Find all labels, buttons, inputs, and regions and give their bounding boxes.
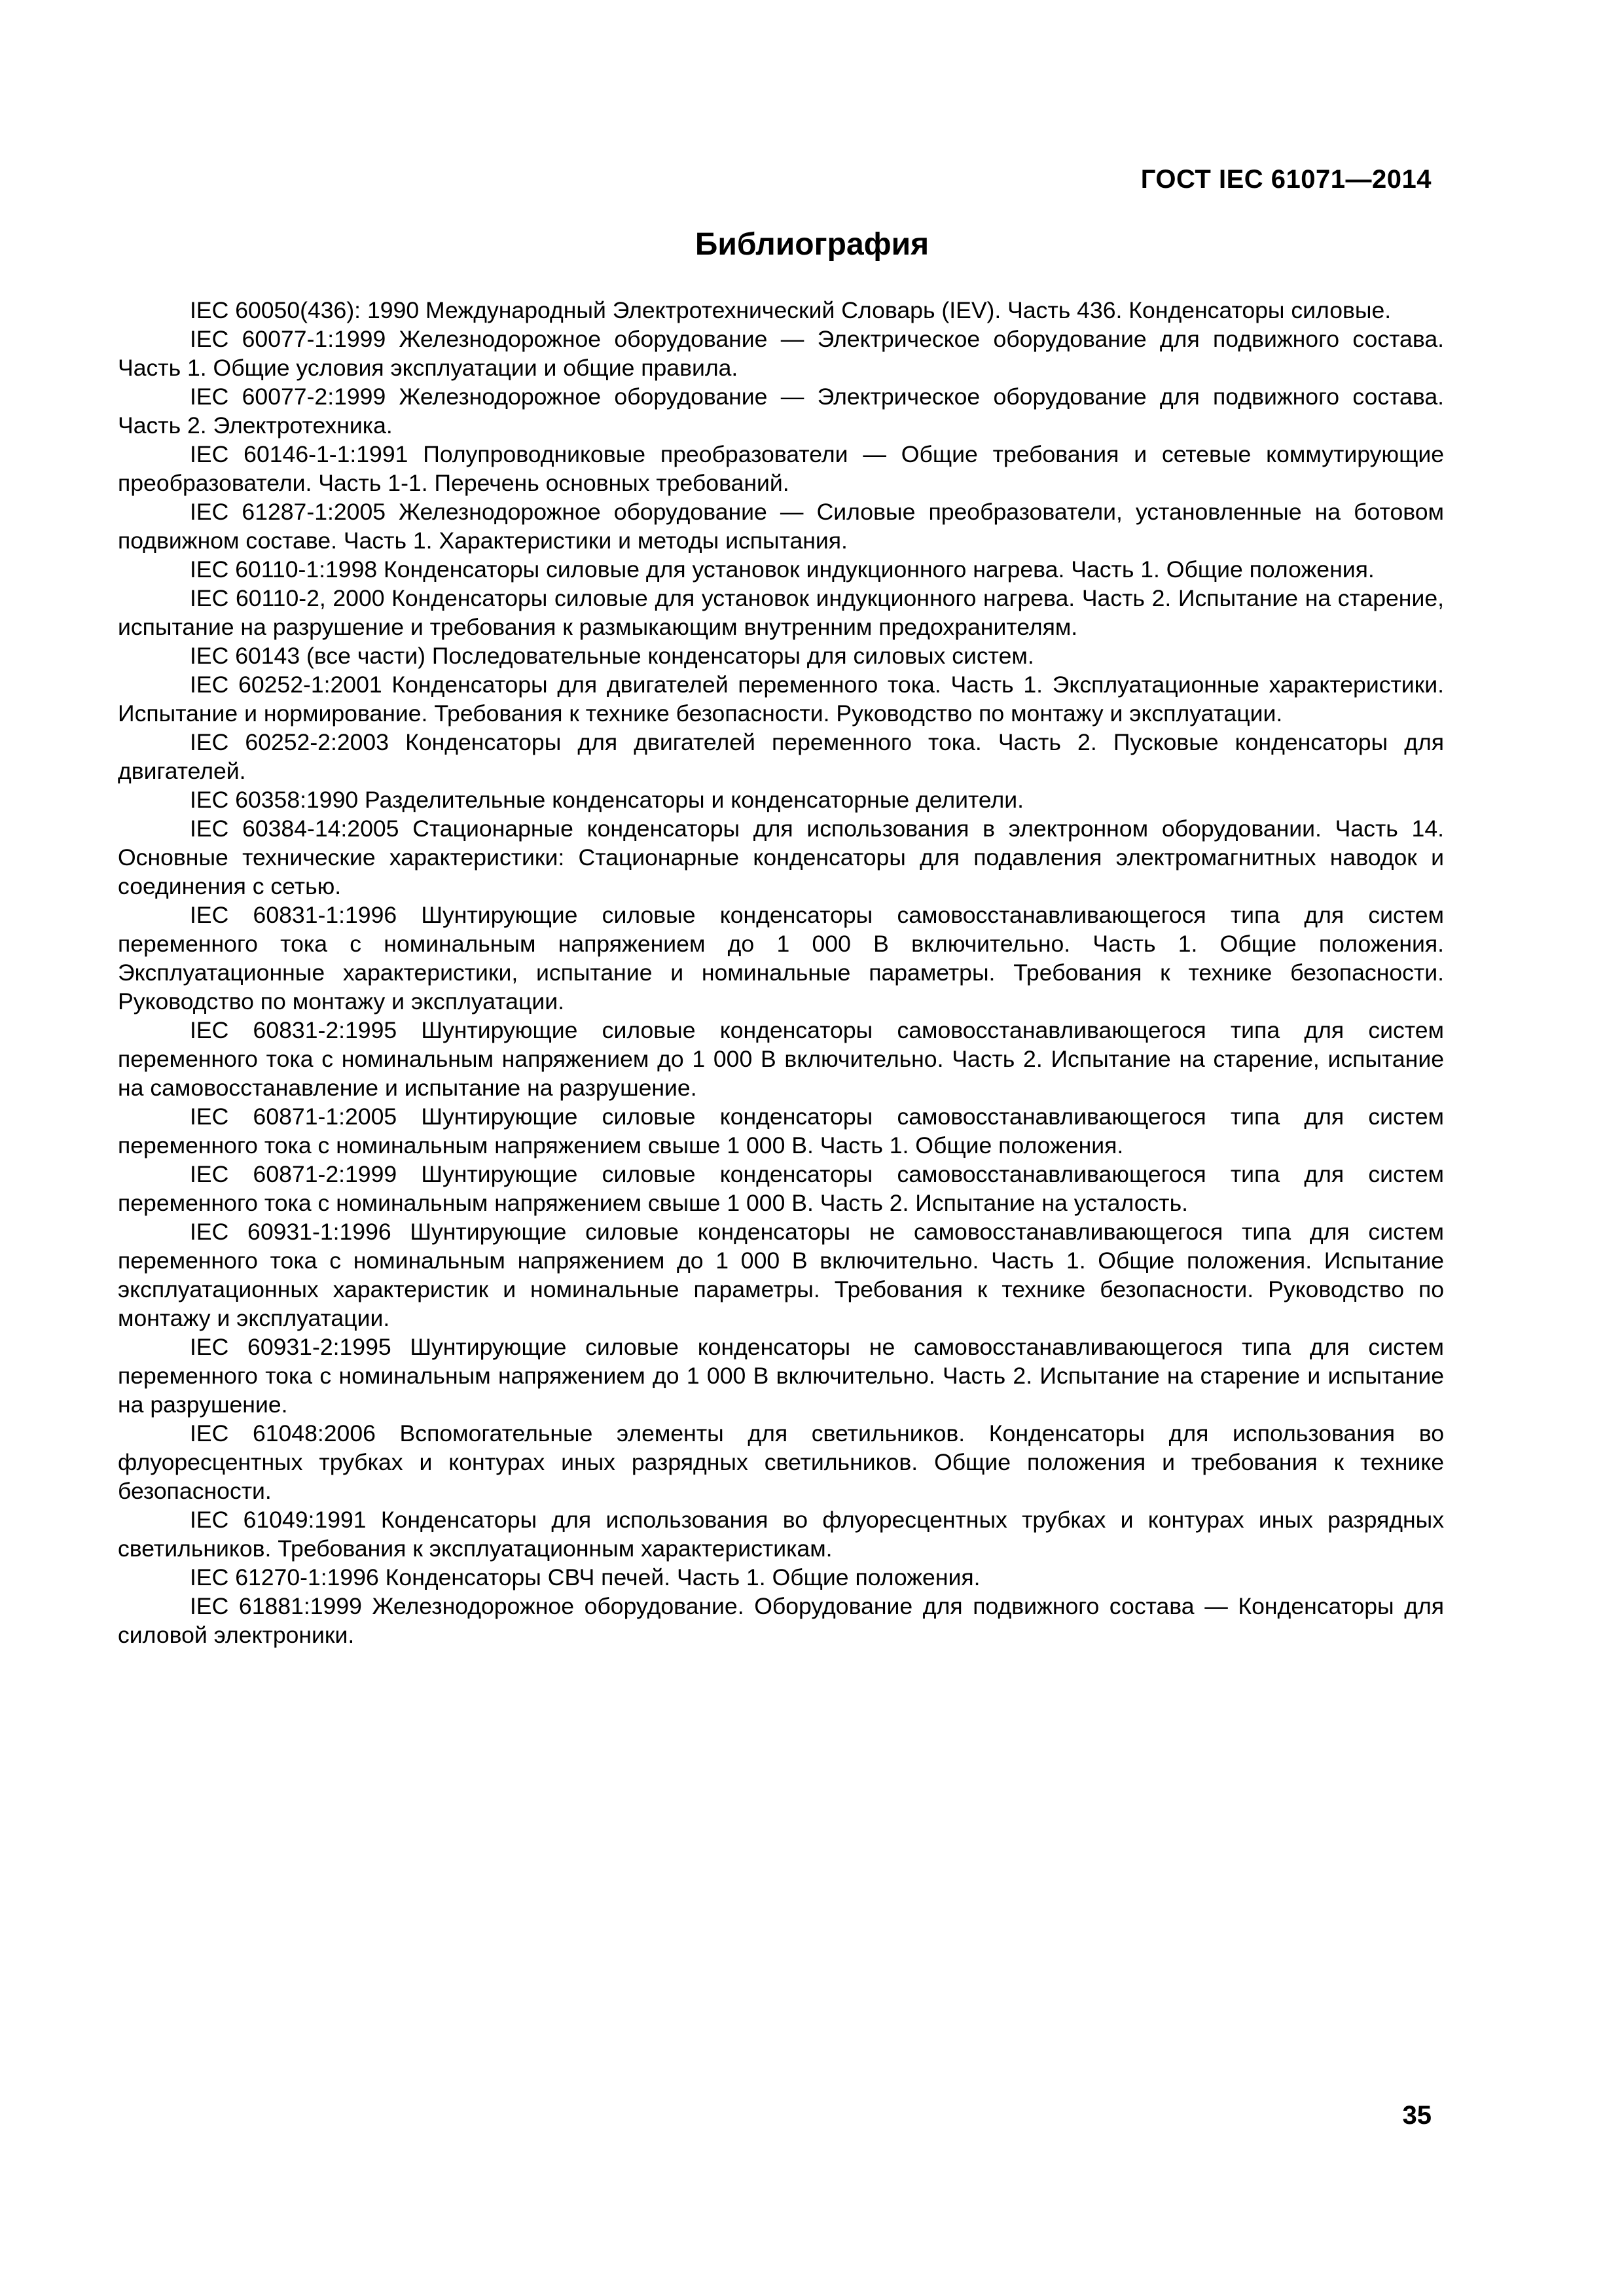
page-title: Библиография (695, 227, 929, 262)
bibliography-entry: IEC 60110-1:1998 Конденсаторы силовые для установок индукционного нагрева. Часть 1. Общие положения. (190, 556, 1375, 583)
document-code: ГОСТ IEC 61071—2014 (1140, 165, 1432, 194)
bibliography-entry: IEC 60143 (все части) Последовательные конденсаторы для силовых систем. (190, 643, 1034, 669)
bibliography-entry: IEC 60358:1990 Разделительные конденсаторы и конденсаторные делители. (190, 787, 1024, 813)
bibliography-entry: IEC 60384-14:2005 Стационарные конденсаторы для использования в электронном оборудовании. Часть 14. Основные технические характеристики: Стационарные конденсаторы для подавления электромагнитных наводок и соединения с сетью. (118, 816, 1444, 899)
page-number: 35 (1402, 2101, 1432, 2130)
bibliography-entry: IEC 61881:1999 Железнодорожное оборудование. Оборудование для подвижного состава — Конденсаторы для силовой электроники. (118, 1593, 1444, 1648)
bibliography-entry: IEC 60931-1:1996 Шунтирующие силовые конденсаторы не самовосстанавливающегося типа для систем переменного тока с номинальным напряжением до 1 000 В включительно. Часть 1. Общие положения. Испытание эксплуатационных характеристик и номинальные параметры. Требования к технике безопасности. Руководство по монтажу и эксплуатации. (118, 1219, 1444, 1331)
bibliography-entry: IEC 60831-2:1995 Шунтирующие силовые конденсаторы самовосстанавливающегося типа для систем переменного тока с номинальным напряжением до 1 000 В включительно. Часть 2. Испытание на старение, испытание на самовосстанавление и испытание на разрушение. (118, 1017, 1444, 1101)
bibliography-entry: IEC 61049:1991 Конденсаторы для использования во флуоресцентных трубках и контурах иных разрядных светильников. Требования к эксплуатационным характеристикам. (118, 1507, 1444, 1562)
bibliography-entry: IEC 60831-1:1996 Шунтирующие силовые конденсаторы самовосстанавливающегося типа для систем переменного тока с номинальным напряжением до 1 000 В включительно. Часть 1. Общие положения. Эксплуатационные характеристики, испытание и номинальные параметры. Требования к технике безопасности. Руководство по монтажу и эксплуатации. (118, 902, 1444, 1014)
bibliography-entry: IEC 61048:2006 Вспомогательные элементы для светильников. Конденсаторы для использования во флуоресцентных трубках и контурах иных разрядных светильников. Общие положения и требования к технике безопасности. (118, 1420, 1444, 1504)
bibliography-entry: IEC 60110-2, 2000 Конденсаторы силовые для установок индукционного нагрева. Часть 2. Испытание на старение, испытание на разрушение и требования к размыкающим внутренним предохранителям. (118, 585, 1444, 640)
bibliography-entry: IEC 60931-2:1995 Шунтирующие силовые конденсаторы не самовосстанавливающегося типа для систем переменного тока с номинальным напряжением до 1 000 В включительно. Часть 2. Испытание на старение и испытание на разрушение. (118, 1334, 1444, 1418)
bibliography-entry: IEC 60146-1-1:1991 Полупроводниковые преобразователи — Общие требования и сетевые коммутирующие преобразователи. Часть 1-1. Перечень основных требований. (118, 441, 1444, 496)
bibliography-entry: IEC 60252-2:2003 Конденсаторы для двигателей переменного тока. Часть 2. Пусковые конденсаторы для двигателей. (118, 729, 1444, 784)
bibliography-entry: IEC 60871-2:1999 Шунтирующие силовые конденсаторы самовосстанавливающегося типа для систем переменного тока с номинальным напряжением свыше 1 000 В. Часть 2. Испытание на усталость. (118, 1161, 1444, 1216)
bibliography-entry: IEC 60077-2:1999 Железнодорожное оборудование — Электрическое оборудование для подвижного состава. Часть 2. Электротехника. (118, 384, 1444, 439)
bibliography-entry: IEC 61287-1:2005 Железнодорожное оборудование — Силовые преобразователи, установленные на ботовом подвижном составе. Часть 1. Характеристики и методы испытания. (118, 499, 1444, 554)
bibliography-entry: IEC 60077-1:1999 Железнодорожное оборудование — Электрическое оборудование для подвижного состава. Часть 1. Общие условия эксплуатации и общие правила. (118, 326, 1444, 381)
bibliography-list (118, 296, 1444, 1649)
bibliography-entry: IEC 60050(436): 1990 Международный Электротехнический Словарь (IEV). Часть 436. Конденсаторы силовые. (190, 297, 1392, 323)
bibliography-entry: IEC 61270-1:1996 Конденсаторы СВЧ печей. Часть 1. Общие положения. (190, 1564, 981, 1590)
bibliography-entry: IEC 60871-1:2005 Шунтирующие силовые конденсаторы самовосстанавливающегося типа для систем переменного тока с номинальным напряжением свыше 1 000 В. Часть 1. Общие положения. (118, 1103, 1444, 1158)
bibliography-entry: IEC 60252-1:2001 Конденсаторы для двигателей переменного тока. Часть 1. Эксплуатационные характеристики. Испытание и нормирование. Требования к технике безопасности. Руководство по монтажу и эксплуатации. (118, 672, 1444, 726)
